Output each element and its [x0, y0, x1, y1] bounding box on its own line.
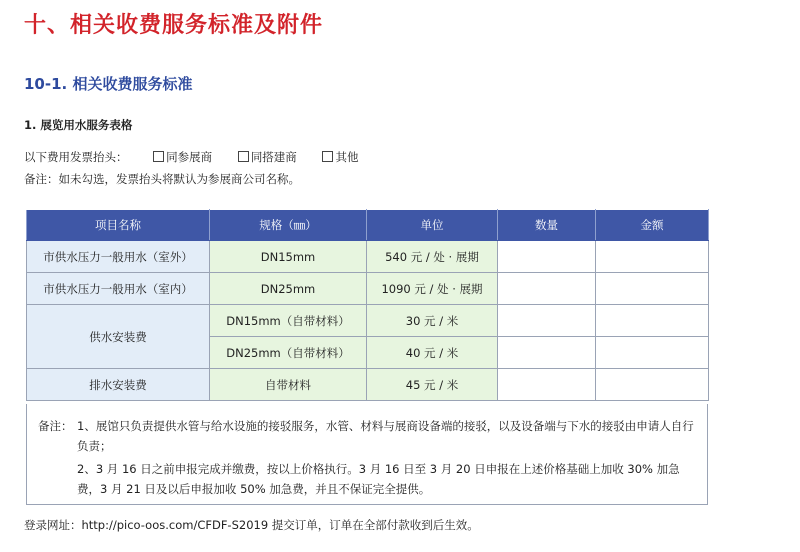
checkbox-other[interactable] [322, 151, 333, 162]
form-title: 1. 展览用水服务表格 [24, 118, 133, 132]
cell-item: 市供水压力一般用水（室外） [27, 241, 210, 273]
invoice-option-builder[interactable]: 同搭建商 [238, 150, 297, 164]
invoice-option-other[interactable]: 其他 [322, 150, 358, 164]
cell-quantity-input[interactable] [498, 241, 596, 273]
cell-spec: DN15mm [210, 241, 367, 273]
cell-spec: DN25mm [210, 273, 367, 305]
cell-item: 市供水压力一般用水（室内） [27, 273, 210, 305]
water-service-table [26, 209, 709, 401]
table-header-row [27, 210, 709, 241]
header-quantity: 数量 [498, 210, 596, 241]
cell-spec: 自带材料 [210, 369, 367, 401]
cell-unit: 30 元 / 米 [367, 305, 498, 337]
table-row [27, 241, 709, 273]
invoice-title-options [24, 149, 358, 165]
table-row [27, 273, 709, 305]
cell-quantity-input[interactable] [498, 337, 596, 369]
cell-unit: 45 元 / 米 [367, 369, 498, 401]
header-spec: 规格（㎜） [210, 210, 367, 241]
invoice-default-note: 备注：如未勾选，发票抬头将默认为参展商公司名称。 [24, 172, 300, 186]
cell-quantity-input[interactable] [498, 369, 596, 401]
cell-amount-input[interactable] [596, 305, 709, 337]
cell-quantity-input[interactable] [498, 305, 596, 337]
header-item: 项目名称 [27, 210, 210, 241]
cell-item: 供水安装费 [27, 305, 210, 369]
header-unit: 单位 [367, 210, 498, 241]
table-row [27, 305, 709, 337]
cell-item: 排水安装费 [27, 369, 210, 401]
invoice-label: 以下费用发票抬头： [24, 150, 128, 164]
notes-label: 备注： [38, 419, 73, 433]
table-row [27, 369, 709, 401]
cell-unit: 40 元 / 米 [367, 337, 498, 369]
cell-amount-input[interactable] [596, 337, 709, 369]
cell-amount-input[interactable] [596, 369, 709, 401]
cell-amount-input[interactable] [596, 241, 709, 273]
notes-box [26, 404, 708, 505]
cell-spec: DN15mm（自带材料） [210, 305, 367, 337]
cell-unit: 1090 元 / 处 · 展期 [367, 273, 498, 305]
section-title: 十、相关收费服务标准及附件 [24, 13, 324, 38]
cell-amount-input[interactable] [596, 273, 709, 305]
checkbox-exhibitor[interactable] [153, 151, 164, 162]
invoice-option-exhibitor[interactable]: 同参展商 [153, 150, 212, 164]
checkbox-builder[interactable] [238, 151, 249, 162]
note-item: 2、3 月 16 日之前申报完成并缴费，按以上价格执行。3 月 16 日至 3 月 20 日申报在上述价格基础上加收 30% 加急费，3 月 21 日及以后申报加收 50% 加急费，并且不保证完全提供。 [77, 462, 680, 496]
header-amount: 金额 [596, 210, 709, 241]
note-item: 1、展馆只负责提供水管与给水设施的接驳服务，水管、材料与展商设备端的接驳，以及设备端与下水的接驳由申请人自行负责； [77, 419, 694, 453]
cell-unit: 540 元 / 处 · 展期 [367, 241, 498, 273]
footer-order-instructions: 登录网址：http://pico-oos.com/CFDF-S2019 提交订单，订单在全部付款收到后生效。 [24, 518, 479, 532]
cell-quantity-input[interactable] [498, 273, 596, 305]
subsection-title: 10-1. 相关收费服务标准 [24, 75, 193, 93]
cell-spec: DN25mm（自带材料） [210, 337, 367, 369]
